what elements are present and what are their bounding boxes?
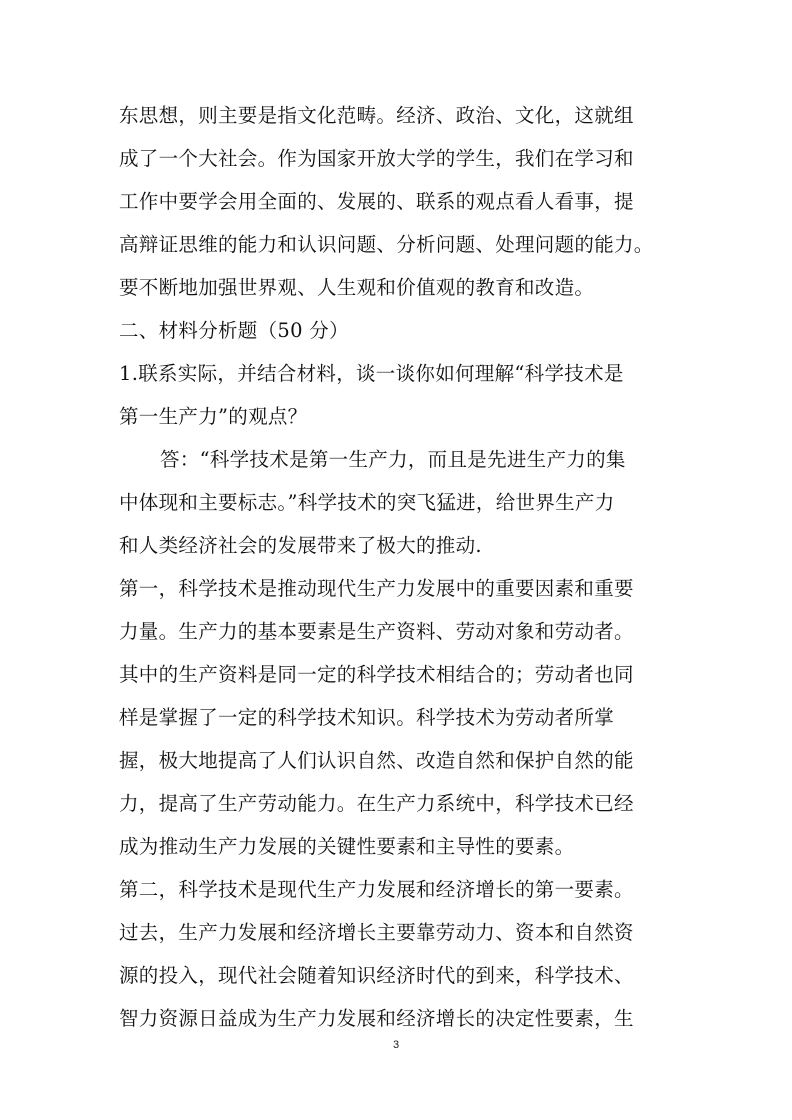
answer-text: 答：“科学技术是第一生产力，而且是先进生产力的集 xyxy=(160,448,626,471)
text-line: 其中的生产资料是同一定的科学技术相结合的；劳动者也同 xyxy=(119,663,634,686)
question-text: 1.联系实际，并结合材料，谈一谈你如何理解“科学技术是 xyxy=(119,362,624,385)
section-heading: 二、材料分析题（50 分） xyxy=(119,319,349,342)
text-line: 源的投入，现代社会随着知识经济时代的到来，科学技术、 xyxy=(119,964,634,987)
text-line: 第一，科学技术是推动现代生产力发展中的重要因素和重要 xyxy=(119,577,634,600)
text-line: 要不断地加强世界观、人生观和价值观的教育和改造。 xyxy=(119,276,595,299)
question-text: 第一生产力”的观点？ xyxy=(119,405,308,428)
text-line: 样是掌握了一定的科学技术知识。科学技术为劳动者所掌 xyxy=(119,706,615,729)
text-line: 力，提高了生产劳动能力。在生产力系统中，科学技术已经 xyxy=(119,792,634,815)
text-line: 成为推动生产力发展的关键性要素和主导性的要素。 xyxy=(119,835,575,858)
text-line: 智力资源日益成为生产力发展和经济增长的决定性要素，生 xyxy=(119,1007,634,1030)
text-line: 过去，生产力发展和经济增长主要靠劳动力、资本和自然资 xyxy=(119,921,634,944)
text-line: 高辩证思维的能力和认识问题、分析问题、处理问题的能力。 xyxy=(119,233,654,256)
text-line: 第二，科学技术是现代生产力发展和经济增长的第一要素。 xyxy=(119,878,634,901)
text-line: 东思想，则主要是指文化范畴。经济、政治、文化，这就组 xyxy=(119,104,634,127)
text-line: 握，极大地提高了人们认识自然、改造自然和保护自然的能 xyxy=(119,749,634,772)
text-line: 中体现和主要标志。”科学技术的突飞猛进，给世界生产力 xyxy=(119,491,615,514)
page-number: 3 xyxy=(392,1039,400,1051)
text-line: 和人类经济社会的发展带来了极大的推动. xyxy=(119,534,482,557)
text-line: 成了一个大社会。作为国家开放大学的学生，我们在学习和 xyxy=(119,147,634,170)
text-line: 力量。生产力的基本要素是生产资料、劳动对象和劳动者。 xyxy=(119,620,634,643)
text-line: 工作中要学会用全面的、发展的、联系的观点看人看事，提 xyxy=(119,190,634,213)
